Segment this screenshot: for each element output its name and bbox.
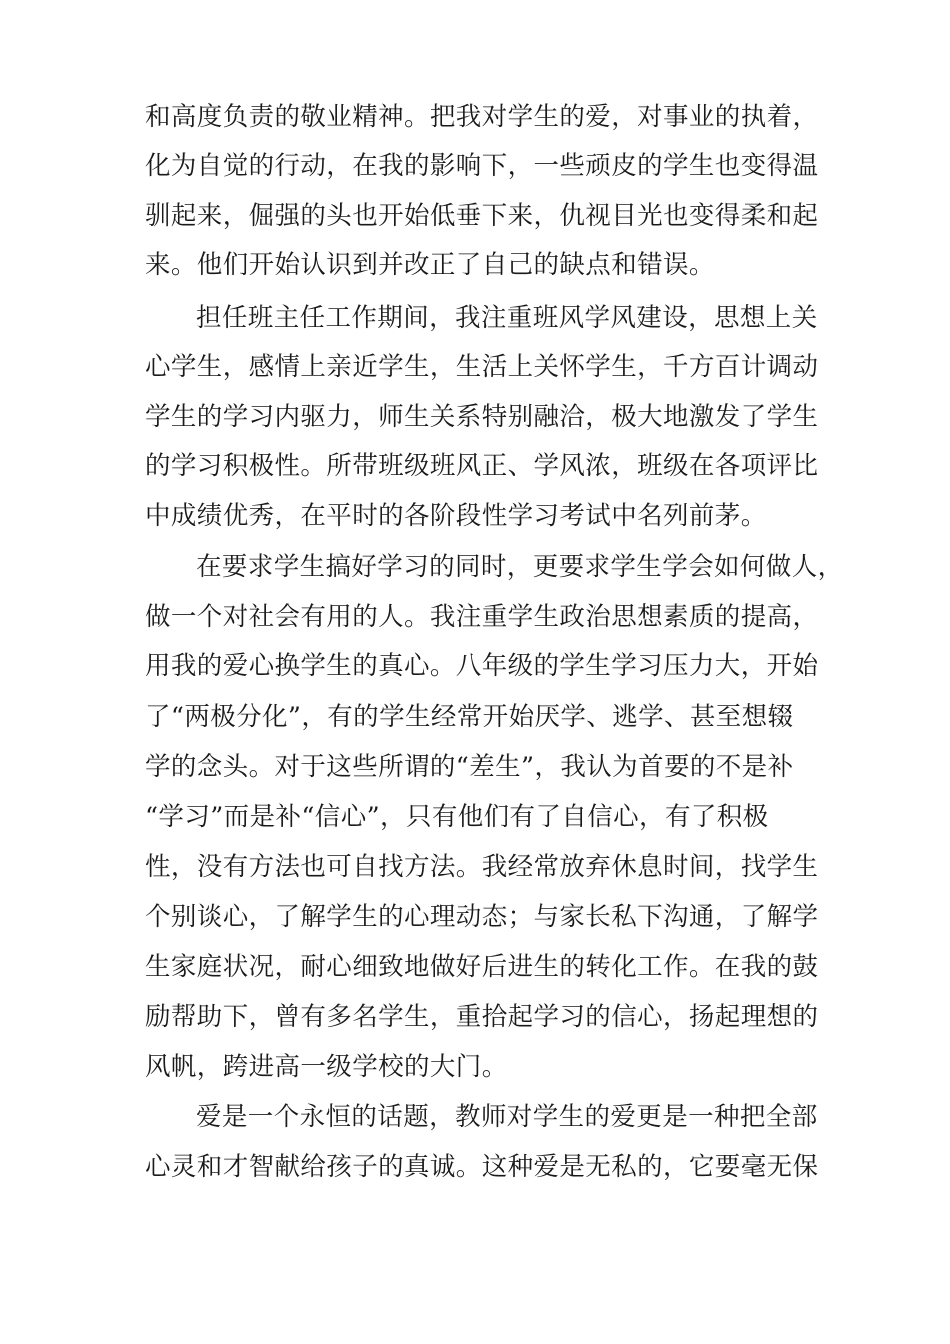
text-line: 化为自觉的行动，在我的影响下，一些顽皮的学生也变得温 bbox=[145, 151, 819, 181]
text-line: 心学生，感情上亲近学生，生活上关怀学生，千方百计调动 bbox=[145, 352, 819, 382]
paragraph-first-line: 爱是一个永恒的话题，教师对学生的爱更是一种把全部 bbox=[196, 1102, 818, 1132]
text-line: 心灵和才智献给孩子的真诚。这种爱是无私的，它要毫无保 bbox=[145, 1152, 819, 1182]
text-line: 励帮助下，曾有多名学生，重拾起学习的信心，扬起理想的 bbox=[145, 1002, 819, 1032]
text-line: “学习”而是补“信心”，只有他们有了自信心，有了积极 bbox=[145, 802, 769, 832]
text-line: 用我的爱心换学生的真心。八年级的学生学习压力大，开始 bbox=[145, 651, 819, 681]
paragraph-first-line: 担任班主任工作期间，我注重班风学风建设，思想上关 bbox=[196, 303, 818, 333]
text-line: 生家庭状况，耐心细致地做好后进生的转化工作。在我的鼓 bbox=[145, 952, 819, 982]
text-line: 风帆，跨进高一级学校的大门。 bbox=[145, 1052, 508, 1082]
text-line: 做一个对社会有用的人。我注重学生政治思想素质的提高， bbox=[145, 602, 819, 632]
text-line: 中成绩优秀，在平时的各阶段性学习考试中名列前茅。 bbox=[145, 501, 767, 531]
text-line: 和高度负责的敬业精神。把我对学生的爱，对事业的执着， bbox=[145, 102, 819, 132]
text-line: 的学习积极性。所带班级班风正、学风浓，班级在各项评比 bbox=[145, 451, 819, 481]
paragraph-first-line: 在要求学生搞好学习的同时，更要求学生学会如何做人， bbox=[196, 552, 844, 582]
text-line: 来。他们开始认识到并改正了自己的缺点和错误。 bbox=[145, 250, 715, 280]
text-line: 学生的学习内驱力，师生关系特别融洽，极大地激发了学生 bbox=[145, 402, 819, 432]
text-line: 学的念头。对于这些所谓的“差生”，我认为首要的不是补 bbox=[145, 752, 794, 782]
text-line: 个别谈心，了解学生的心理动态；与家长私下沟通，了解学 bbox=[145, 902, 819, 932]
text-line: 了“两极分化”，有的学生经常开始厌学、逃学、甚至想辍 bbox=[145, 702, 794, 732]
text-line: 驯起来，倔强的头也开始低垂下来，仇视目光也变得柔和起 bbox=[145, 201, 819, 231]
text-line: 性，没有方法也可自找方法。我经常放弃休息时间，找学生 bbox=[145, 852, 819, 882]
